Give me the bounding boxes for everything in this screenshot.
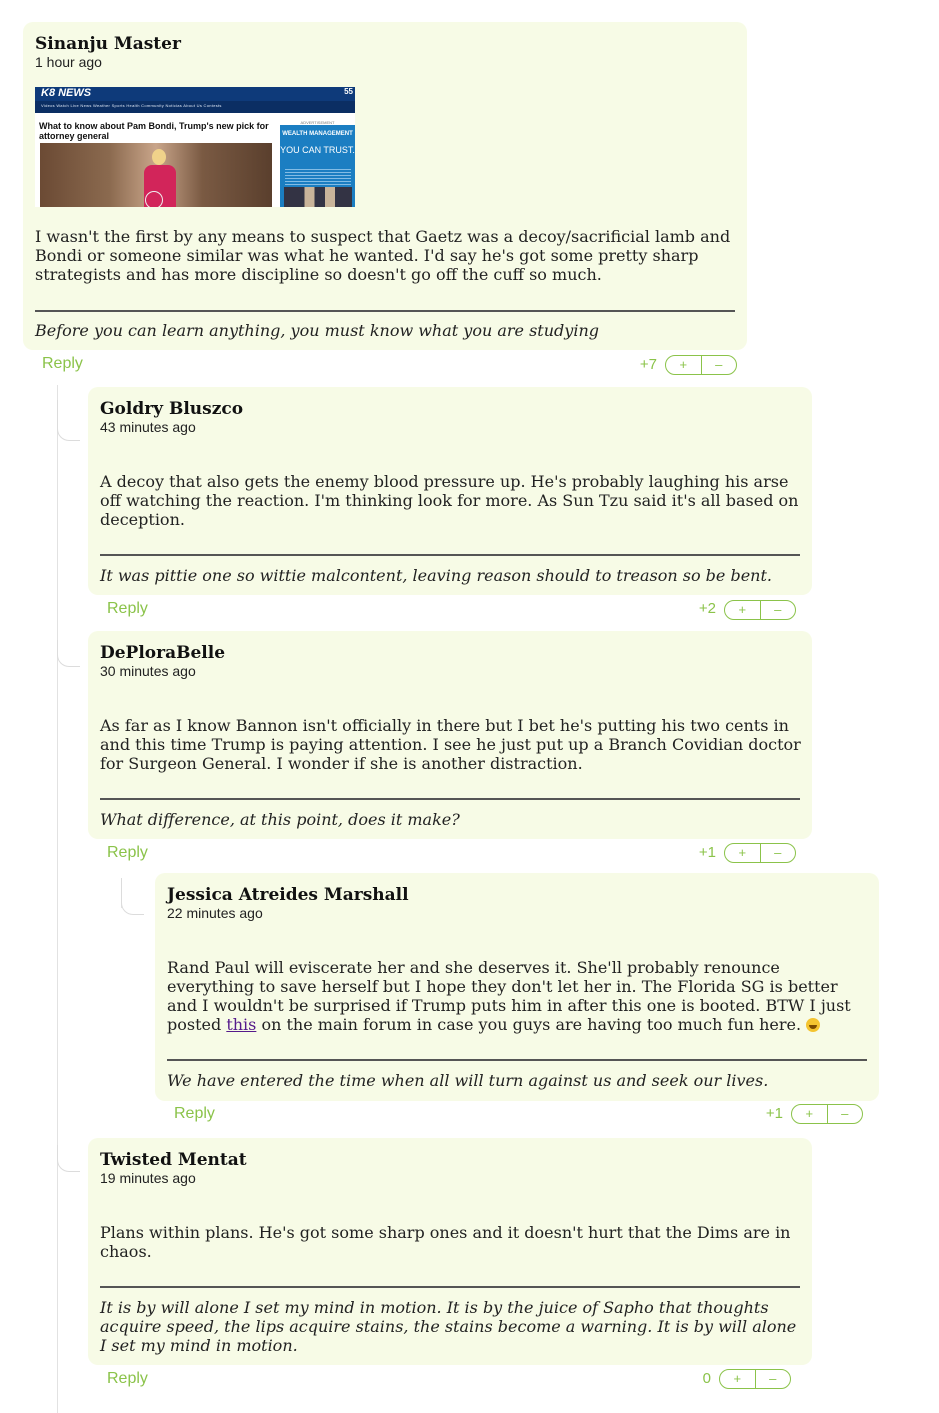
comment-score: +1 (698, 844, 716, 861)
comment-timestamp: 43 minutes ago (100, 419, 196, 435)
comment-signature: What difference, at this point, does it make? (100, 810, 460, 829)
reply-button[interactable]: Reply (174, 1105, 215, 1122)
upvote-icon[interactable]: + (679, 357, 688, 372)
grinning-emoji-icon (806, 1018, 820, 1032)
comment-body: Plans within plans. He's got some sharp ones and it doesn't hurt that the Dims are in chaos. (100, 1223, 791, 1261)
comment-signature: We have entered the time when all will turn against us and seek our lives. (167, 1071, 769, 1090)
comment-timestamp: 1 hour ago (35, 54, 102, 70)
comment-score: +2 (698, 600, 716, 617)
downvote-icon[interactable]: – (827, 1105, 863, 1123)
comment-signature: It is by will alone I set my mind in motion. It is by the juice of Sapho that thoughts acquire speed, the lips acquire stains, the stains become a warning. It is by will alone I set my mind in motion. (100, 1298, 797, 1355)
comment-body: As far as I know Bannon isn't officially in there but I bet he's putting his two cents in and this time Trump is paying attention. I see he just put up a Branch Covidian doctor for Surgeon General. I wonder if she is another distraction. (100, 716, 801, 773)
comment-score: +7 (639, 356, 657, 373)
downvote-icon[interactable]: – (760, 601, 796, 619)
comment-author[interactable]: Sinanju Master (35, 34, 181, 54)
vote-control (724, 843, 796, 863)
reply-button[interactable]: Reply (107, 1370, 148, 1387)
vote-control (665, 355, 737, 375)
signature-separator (100, 554, 800, 556)
vote-control (724, 600, 796, 620)
upvote-icon[interactable]: + (738, 602, 747, 617)
reply-button[interactable]: Reply (107, 600, 148, 617)
forum-post-link[interactable]: this (226, 1015, 257, 1034)
comment-score: 0 (702, 1370, 711, 1387)
reply-button[interactable]: Reply (107, 844, 148, 861)
upvote-icon[interactable]: + (805, 1106, 814, 1121)
vote-control (791, 1104, 863, 1124)
downvote-icon[interactable]: – (755, 1370, 791, 1388)
comment-body: Rand Paul will eviscerate her and she deserves it. She'll probably renounce everything to save herself but I hope they don't let her in. The Florida SG is better and I wouldn't be surprised if Trump puts him in after this one is booted. BTW I just posted this on the main forum in case you guys are having too much fun here. (167, 958, 851, 1034)
signature-separator (167, 1059, 867, 1061)
thread-connector (57, 640, 80, 667)
comment-author[interactable]: Goldry Bluszco (100, 399, 244, 419)
thread-connector (57, 400, 80, 441)
downvote-icon[interactable]: – (760, 844, 796, 862)
ad-banner: WEALTH MANAGEMENT YOU CAN TRUST. (280, 125, 355, 207)
vote-control (719, 1369, 791, 1389)
comment-timestamp: 19 minutes ago (100, 1170, 196, 1186)
upvote-icon[interactable]: + (738, 845, 747, 860)
comment-body: A decoy that also gets the enemy blood pressure up. He's probably laughing his arse off watching the reaction. I'm thinking look for more. As Sun Tzu said it's all based on deception. (100, 472, 799, 529)
upvote-icon[interactable]: + (733, 1371, 742, 1386)
reply-button[interactable]: Reply (42, 355, 83, 372)
comment-author[interactable]: Twisted Mentat (100, 1150, 247, 1170)
play-icon (145, 191, 163, 207)
comment-signature: It was pittie one so wittie malcontent, leaving reason should to treason so be bent. (100, 566, 772, 585)
thread-connector (121, 878, 144, 915)
comment-author[interactable]: DePloraBelle (100, 643, 226, 663)
news-screenshot-image[interactable]: K8 NEWS 55 Videos Watch Live News Weather Sports Health Community Noticias About Us Contests What to know about Pam Bondi, Trump's new pick for attorney general ADVERTISEMENT WEALTH MANAGEMENT YOU CAN TRUST. (35, 87, 355, 207)
comment-signature: Before you can learn anything, you must know what you are studying (35, 321, 599, 340)
thread-line (57, 385, 58, 1413)
signature-separator (35, 310, 735, 312)
comment-body: I wasn't the first by any means to suspect that Gaetz was a decoy/sacrificial lamb and Bondi or someone similar was what he wanted. I'd say he's got some pretty sharp strategists and has more discipline so doesn't go off the cuff so much. (35, 227, 731, 284)
downvote-icon[interactable]: – (701, 356, 737, 374)
comment-timestamp: 22 minutes ago (167, 905, 263, 921)
comment-score: +1 (765, 1105, 783, 1122)
thread-connector (57, 1145, 80, 1172)
news-logo: K8 NEWS (41, 87, 92, 99)
signature-separator (100, 798, 800, 800)
signature-separator (100, 1286, 800, 1288)
comment-author[interactable]: Jessica Atreides Marshall (167, 885, 409, 905)
news-headline: What to know about Pam Bondi, Trump's new pick for attorney general (39, 121, 269, 141)
comment-timestamp: 30 minutes ago (100, 663, 196, 679)
